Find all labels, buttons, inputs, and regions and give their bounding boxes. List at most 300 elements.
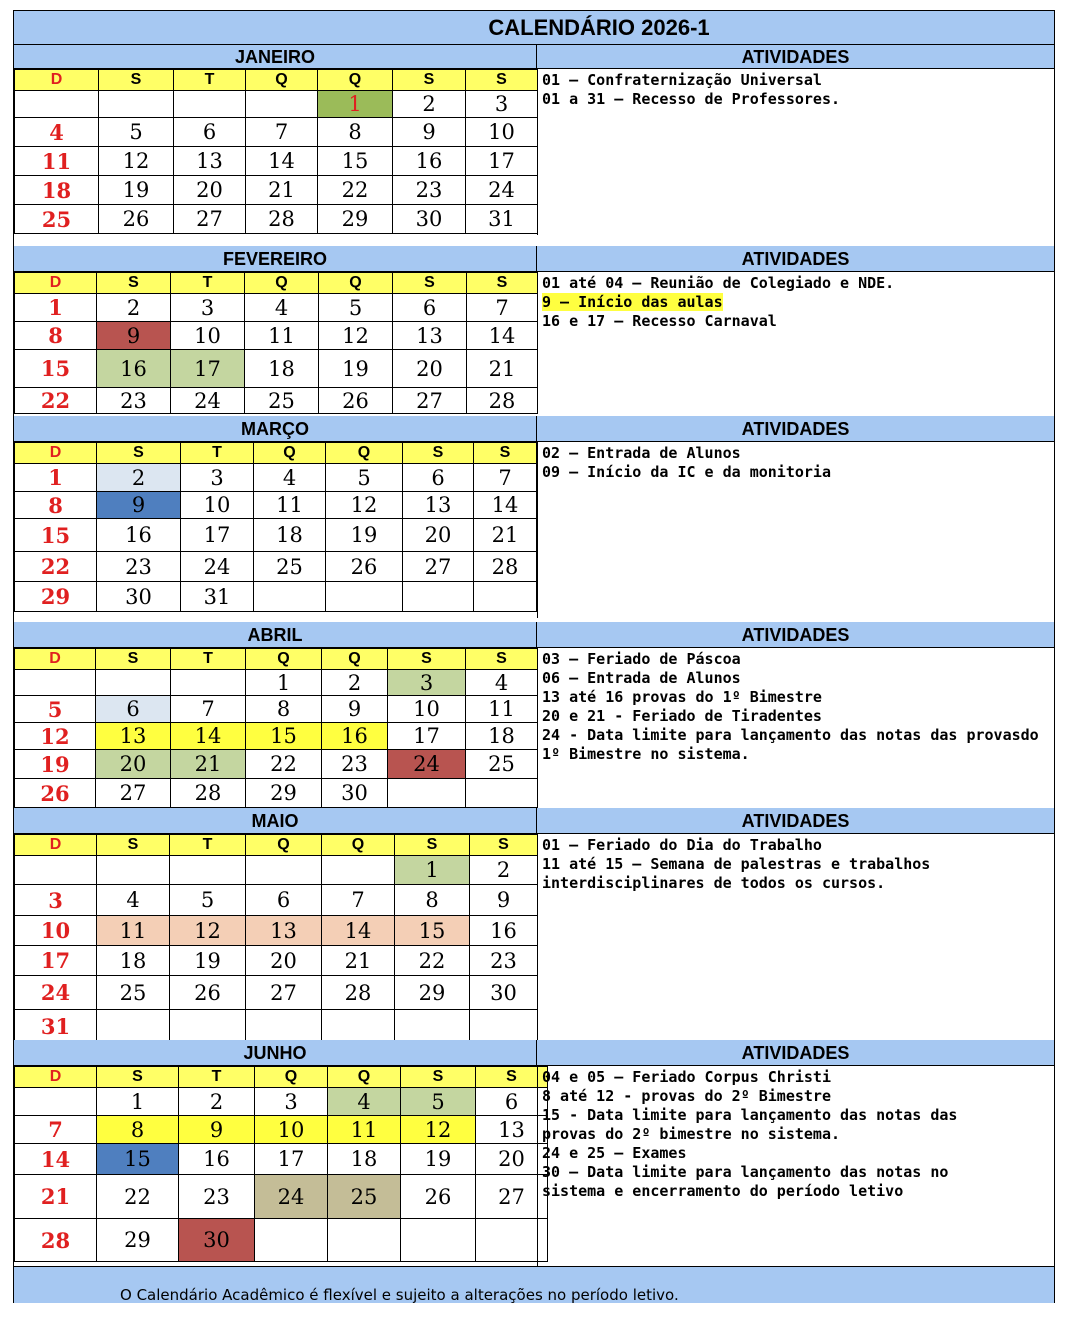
activities-list [537, 1066, 1054, 1266]
day-cell: 22 [246, 750, 322, 779]
day-cell: 21 [322, 946, 395, 976]
day-cell: 23 [97, 552, 181, 582]
day-cell: 12 [319, 322, 393, 350]
activity-item: 01 – Confraternização Universal [542, 71, 822, 89]
day-cell: 3 [171, 294, 245, 322]
day-cell: 14 [467, 322, 538, 350]
empty-day-cell [403, 582, 474, 612]
day-cell: 25 [97, 976, 170, 1010]
day-cell: 21 [171, 750, 246, 779]
day-cell: 25 [254, 552, 326, 582]
day-cell: 24 [171, 388, 245, 414]
day-cell: 24 [181, 552, 254, 582]
day-cell: 18 [97, 946, 170, 976]
day-cell: 17 [255, 1144, 328, 1175]
day-cell: 20 [393, 350, 467, 388]
activity-item: provas do 2º bimestre no sistema. [542, 1125, 841, 1143]
activity-item: 06 – Entrada de Alunos [542, 669, 741, 687]
day-cell: 7 [15, 1116, 97, 1144]
weekday-header: Q [246, 835, 322, 856]
activity-item: 16 e 17 – Recesso Carnaval [542, 312, 777, 330]
activities-header: ATIVIDADES [537, 416, 1054, 442]
day-cell: 23 [97, 388, 171, 414]
day-cell: 30 [470, 976, 538, 1010]
day-cell: 12 [15, 723, 96, 750]
day-cell: 14 [322, 916, 395, 946]
day-cell: 24 [255, 1175, 328, 1219]
activity-item: 01 até 04 – Reunião de Colegiado e NDE. [542, 274, 895, 292]
day-cell: 20 [476, 1144, 548, 1175]
day-cell: 22 [15, 388, 97, 414]
weekday-header: S [401, 1067, 476, 1088]
day-cell: 28 [322, 976, 395, 1010]
day-cell: 7 [322, 885, 395, 916]
day-cell: 28 [467, 388, 538, 414]
day-cell: 11 [245, 322, 319, 350]
weekday-header: D [15, 835, 97, 856]
day-cell: 18 [328, 1144, 401, 1175]
day-cell: 4 [245, 294, 319, 322]
weekday-header: T [181, 443, 254, 464]
day-cell: 19 [319, 350, 393, 388]
empty-day-cell [15, 1088, 97, 1116]
activity-item: 01 a 31 – Recesso de Professores. [542, 90, 841, 108]
day-cell: 19 [99, 176, 174, 205]
day-cell: 29 [318, 205, 393, 234]
day-cell: 4 [466, 670, 538, 696]
day-cell: 7 [467, 294, 538, 322]
day-cell: 24 [388, 750, 466, 779]
day-cell: 21 [474, 519, 537, 552]
weekday-header: D [15, 70, 99, 91]
day-cell: 23 [322, 750, 388, 779]
day-cell: 8 [395, 885, 470, 916]
weekday-header: Q [246, 649, 322, 670]
day-cell: 12 [99, 147, 174, 176]
day-cell: 16 [322, 723, 388, 750]
day-cell: 13 [476, 1116, 548, 1144]
day-cell: 31 [466, 205, 538, 234]
day-cell: 22 [15, 552, 97, 582]
activity-item: 15 - Data limite para lançamento das notas das [542, 1106, 958, 1124]
activity-item: sistema e encerramento do período letivo [542, 1182, 904, 1200]
day-cell: 16 [97, 350, 171, 388]
day-cell: 31 [181, 582, 254, 612]
weekday-header: S [395, 835, 470, 856]
day-cell: 12 [326, 492, 403, 519]
day-cell: 2 [393, 91, 466, 118]
day-cell: 17 [171, 350, 245, 388]
day-cell: 7 [246, 118, 318, 147]
empty-day-cell [171, 670, 246, 696]
month-grid [14, 834, 538, 1043]
activities-header: ATIVIDADES [537, 45, 1054, 69]
weekday-header: D [15, 273, 97, 294]
day-cell: 6 [476, 1088, 548, 1116]
day-cell: 20 [403, 519, 474, 552]
month-grid [14, 1066, 548, 1262]
day-cell: 27 [246, 976, 322, 1010]
day-cell: 19 [326, 519, 403, 552]
day-cell: 3 [466, 91, 538, 118]
day-cell: 5 [401, 1088, 476, 1116]
weekday-header: D [15, 443, 97, 464]
day-cell: 2 [470, 856, 538, 885]
day-cell: 4 [15, 118, 99, 147]
empty-day-cell [466, 779, 538, 808]
empty-day-cell [97, 1010, 170, 1043]
day-cell: 14 [15, 1144, 97, 1175]
day-cell: 26 [326, 552, 403, 582]
weekday-header: D [15, 649, 96, 670]
day-cell: 26 [319, 388, 393, 414]
weekday-header: Q [318, 70, 393, 91]
day-cell: 20 [174, 176, 246, 205]
activity-item: 30 – Data limite para lançamento das notas no [542, 1163, 949, 1181]
month-name: ABRIL [14, 622, 537, 648]
day-cell: 17 [181, 519, 254, 552]
activity-item: 11 até 15 – Semana de palestras e trabalhos [542, 855, 931, 873]
day-cell: 25 [328, 1175, 401, 1219]
month-name: MARÇO [14, 416, 537, 442]
day-cell: 3 [255, 1088, 328, 1116]
day-cell: 28 [246, 205, 318, 234]
day-cell: 14 [171, 723, 246, 750]
weekday-header: S [467, 273, 538, 294]
empty-day-cell [99, 91, 174, 118]
day-cell: 30 [322, 779, 388, 808]
weekday-header: T [179, 1067, 255, 1088]
activities-list [537, 648, 1054, 806]
day-cell: 23 [179, 1175, 255, 1219]
day-cell: 10 [15, 916, 97, 946]
weekday-header: Q [319, 273, 393, 294]
day-cell: 23 [470, 946, 538, 976]
day-cell: 19 [401, 1144, 476, 1175]
day-cell: 7 [474, 464, 537, 492]
day-cell: 17 [388, 723, 466, 750]
day-cell: 7 [171, 696, 246, 723]
weekday-header: S [474, 443, 537, 464]
day-cell: 13 [393, 322, 467, 350]
day-cell: 3 [15, 885, 97, 916]
day-cell: 9 [322, 696, 388, 723]
day-cell: 18 [15, 176, 99, 205]
day-cell: 20 [96, 750, 171, 779]
day-cell: 21 [467, 350, 538, 388]
weekday-header: T [174, 70, 246, 91]
weekday-header: Q [255, 1067, 328, 1088]
day-cell: 26 [401, 1175, 476, 1219]
day-cell: 12 [401, 1116, 476, 1144]
day-cell: 29 [15, 582, 97, 612]
weekday-header: S [393, 70, 466, 91]
day-cell: 27 [96, 779, 171, 808]
empty-day-cell [97, 856, 170, 885]
day-cell: 15 [15, 350, 97, 388]
day-cell: 30 [393, 205, 466, 234]
empty-day-cell [170, 1010, 246, 1043]
activity-item: 20 e 21 - Feriado de Tiradentes [542, 707, 822, 725]
day-cell: 29 [246, 779, 322, 808]
footer-bar [14, 1266, 1054, 1303]
day-cell: 16 [393, 147, 466, 176]
activities-list [537, 834, 1054, 1030]
weekday-header: S [470, 835, 538, 856]
day-cell: 24 [15, 976, 97, 1010]
empty-day-cell [388, 779, 466, 808]
day-cell: 8 [15, 492, 97, 519]
day-cell: 10 [181, 492, 254, 519]
activity-item: 04 e 05 – Feriado Corpus Christi [542, 1068, 831, 1086]
activities-header: ATIVIDADES [537, 622, 1054, 648]
day-cell: 11 [466, 696, 538, 723]
activities-header: ATIVIDADES [537, 808, 1054, 834]
day-cell: 6 [96, 696, 171, 723]
day-cell: 3 [388, 670, 466, 696]
empty-day-cell [246, 856, 322, 885]
weekday-header: S [466, 70, 538, 91]
empty-day-cell [322, 1010, 395, 1043]
day-cell: 10 [255, 1116, 328, 1144]
weekday-header: Q [328, 1067, 401, 1088]
empty-day-cell [395, 1010, 470, 1043]
day-cell: 27 [476, 1175, 548, 1219]
activity-item: 01 – Feriado do Dia do Trabalho [542, 836, 822, 854]
day-cell: 1 [15, 464, 97, 492]
day-cell: 25 [466, 750, 538, 779]
day-cell: 11 [328, 1116, 401, 1144]
day-cell: 25 [245, 388, 319, 414]
activity-item: 9 – Início das aulas [542, 293, 723, 311]
day-cell: 6 [403, 464, 474, 492]
day-cell: 13 [174, 147, 246, 176]
month-name: JUNHO [14, 1040, 537, 1066]
weekday-header: T [171, 273, 245, 294]
empty-day-cell [96, 670, 171, 696]
day-cell: 22 [97, 1175, 179, 1219]
day-cell: 10 [466, 118, 538, 147]
weekday-header: S [403, 443, 474, 464]
day-cell: 15 [318, 147, 393, 176]
day-cell: 21 [246, 176, 318, 205]
day-cell: 10 [171, 322, 245, 350]
day-cell: 1 [318, 91, 393, 118]
day-cell: 29 [395, 976, 470, 1010]
weekday-header: S [99, 70, 174, 91]
empty-day-cell [255, 1219, 328, 1262]
activity-item: 24 - Data limite para lançamento das notas das provasdo [542, 726, 1039, 744]
weekday-header: S [97, 443, 181, 464]
day-cell: 13 [246, 916, 322, 946]
weekday-header: Q [254, 443, 326, 464]
weekday-header: S [97, 835, 170, 856]
month-grid [14, 648, 538, 808]
weekday-header: Q [326, 443, 403, 464]
empty-day-cell [326, 582, 403, 612]
weekday-header: S [96, 649, 171, 670]
day-cell: 11 [15, 147, 99, 176]
empty-day-cell [322, 856, 395, 885]
day-cell: 2 [179, 1088, 255, 1116]
day-cell: 9 [393, 118, 466, 147]
day-cell: 5 [326, 464, 403, 492]
day-cell: 19 [15, 750, 96, 779]
day-cell: 9 [179, 1116, 255, 1144]
day-cell: 4 [97, 885, 170, 916]
empty-day-cell [254, 582, 326, 612]
month-name: FEVEREIRO [14, 246, 537, 272]
month-grid [14, 69, 538, 234]
day-cell: 25 [15, 205, 99, 234]
day-cell: 13 [403, 492, 474, 519]
day-cell: 6 [393, 294, 467, 322]
day-cell: 6 [174, 118, 246, 147]
activities-header: ATIVIDADES [537, 246, 1054, 272]
day-cell: 15 [395, 916, 470, 946]
month-name: MAIO [14, 808, 537, 834]
activity-item: 09 – Início da IC e da monitoria [542, 463, 831, 481]
day-cell: 26 [170, 976, 246, 1010]
day-cell: 17 [466, 147, 538, 176]
day-cell: 18 [254, 519, 326, 552]
footer-note: O Calendário Acadêmico é flexível e sujeito a alterações no período letivo. [120, 1286, 679, 1304]
day-cell: 2 [97, 464, 181, 492]
day-cell: 5 [15, 696, 96, 723]
activities-list [537, 69, 1054, 235]
activity-item: interdisciplinares de todos os cursos. [542, 874, 886, 892]
day-cell: 16 [97, 519, 181, 552]
day-cell: 17 [15, 946, 97, 976]
activity-item: 24 e 25 – Exames [542, 1144, 687, 1162]
day-cell: 31 [15, 1010, 97, 1043]
month-grid [14, 442, 537, 612]
day-cell: 15 [97, 1144, 179, 1175]
day-cell: 8 [318, 118, 393, 147]
day-cell: 19 [170, 946, 246, 976]
weekday-header: Q [322, 835, 395, 856]
day-cell: 28 [171, 779, 246, 808]
day-cell: 29 [97, 1219, 179, 1262]
activities-list [537, 442, 1054, 618]
day-cell: 13 [96, 723, 171, 750]
calendar-title: CALENDÁRIO 2026-1 [14, 11, 1054, 45]
activity-item: 8 até 12 - provas do 2º Bimestre [542, 1087, 831, 1105]
empty-day-cell [328, 1219, 401, 1262]
day-cell: 15 [15, 519, 97, 552]
empty-day-cell [246, 91, 318, 118]
weekday-header: T [170, 835, 246, 856]
day-cell: 23 [393, 176, 466, 205]
day-cell: 1 [246, 670, 322, 696]
day-cell: 8 [15, 322, 97, 350]
day-cell: 12 [170, 916, 246, 946]
weekday-header: S [466, 649, 538, 670]
day-cell: 21 [15, 1175, 97, 1219]
day-cell: 6 [246, 885, 322, 916]
day-cell: 1 [395, 856, 470, 885]
day-cell: 16 [470, 916, 538, 946]
empty-day-cell [15, 670, 96, 696]
weekday-header: T [171, 649, 246, 670]
empty-day-cell [174, 91, 246, 118]
day-cell: 22 [318, 176, 393, 205]
weekday-header: S [97, 273, 171, 294]
day-cell: 28 [15, 1219, 97, 1262]
weekday-header: Q [246, 70, 318, 91]
day-cell: 26 [99, 205, 174, 234]
day-cell: 15 [246, 723, 322, 750]
empty-day-cell [401, 1219, 476, 1262]
day-cell: 18 [245, 350, 319, 388]
activity-item: 13 até 16 provas do 1º Bimestre [542, 688, 822, 706]
weekday-header: D [15, 1067, 97, 1088]
day-cell: 16 [179, 1144, 255, 1175]
weekday-header: S [97, 1067, 179, 1088]
day-cell: 3 [181, 464, 254, 492]
day-cell: 14 [246, 147, 318, 176]
day-cell: 11 [254, 492, 326, 519]
weekday-header: Q [245, 273, 319, 294]
day-cell: 1 [97, 1088, 179, 1116]
day-cell: 30 [179, 1219, 255, 1262]
day-cell: 28 [474, 552, 537, 582]
empty-day-cell [246, 1010, 322, 1043]
empty-day-cell [15, 856, 97, 885]
activities-header: ATIVIDADES [537, 1040, 1054, 1066]
activities-list [537, 272, 1054, 414]
day-cell: 5 [170, 885, 246, 916]
activity-item: 02 – Entrada de Alunos [542, 444, 741, 462]
weekday-header: S [476, 1067, 548, 1088]
activity-item: 03 – Feriado de Páscoa [542, 650, 741, 668]
day-cell: 10 [388, 696, 466, 723]
day-cell: 27 [403, 552, 474, 582]
month-grid [14, 272, 538, 414]
empty-day-cell [170, 856, 246, 885]
day-cell: 9 [97, 322, 171, 350]
day-cell: 4 [328, 1088, 401, 1116]
day-cell: 8 [246, 696, 322, 723]
day-cell: 20 [246, 946, 322, 976]
empty-day-cell [474, 582, 537, 612]
day-cell: 2 [97, 294, 171, 322]
day-cell: 24 [466, 176, 538, 205]
empty-day-cell [470, 1010, 538, 1043]
weekday-header: Q [322, 649, 388, 670]
activity-item: 1º Bimestre no sistema. [542, 745, 750, 763]
day-cell: 30 [97, 582, 181, 612]
day-cell: 1 [15, 294, 97, 322]
day-cell: 9 [470, 885, 538, 916]
day-cell: 18 [466, 723, 538, 750]
day-cell: 2 [322, 670, 388, 696]
day-cell: 26 [15, 779, 96, 808]
empty-day-cell [15, 91, 99, 118]
day-cell: 8 [97, 1116, 179, 1144]
day-cell: 4 [254, 464, 326, 492]
day-cell: 11 [97, 916, 170, 946]
day-cell: 27 [174, 205, 246, 234]
day-cell: 14 [474, 492, 537, 519]
weekday-header: S [393, 273, 467, 294]
month-name: JANEIRO [14, 45, 537, 69]
day-cell: 5 [99, 118, 174, 147]
day-cell: 27 [393, 388, 467, 414]
day-cell: 9 [97, 492, 181, 519]
weekday-header: S [388, 649, 466, 670]
day-cell: 22 [395, 946, 470, 976]
